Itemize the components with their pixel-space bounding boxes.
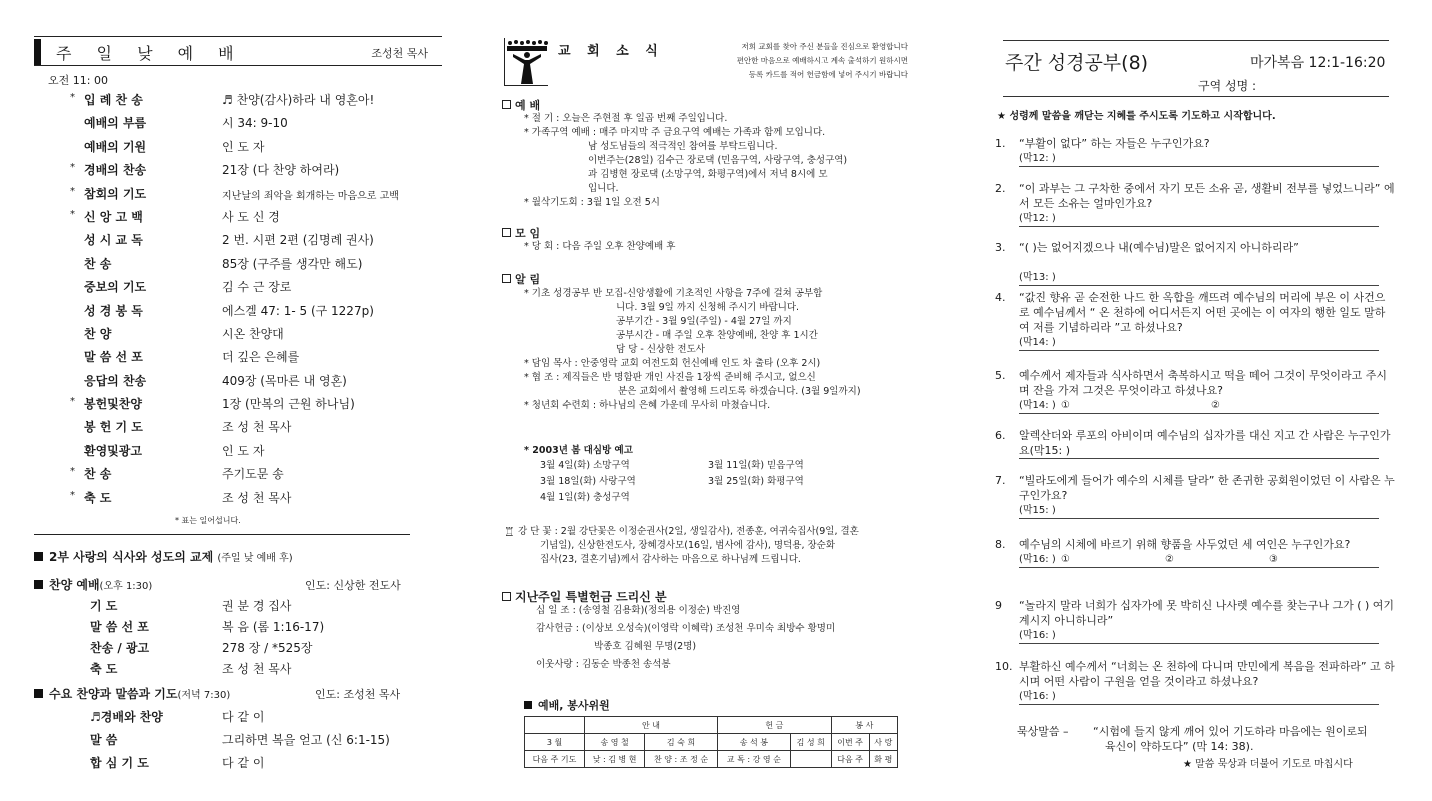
question-text: 예수께서 제자들과 식사하면서 축복하시고 떡을 떼어 그것이 무엇이라고 주시며 잔을 가져 그것은 무엇이라고 하셨나요?	[1019, 369, 1388, 397]
standing-mark: *	[70, 466, 75, 478]
table-cell: 교 독 : 강 영 순	[717, 751, 790, 768]
order-item-value: 21장 (다 찬양 하여라)	[222, 163, 340, 178]
order-item-value: 85장 (구주를 생각만 해도)	[222, 256, 363, 271]
order-item-name: ♬경배와 찬양	[90, 710, 163, 724]
answer-line	[1019, 398, 1379, 414]
news-panel	[468, 0, 928, 801]
order-item-value: 복 음 (롬 1:16-17)	[222, 620, 325, 634]
study-panel	[965, 0, 1432, 801]
order-item-value: 김 수 근 장로	[222, 280, 292, 295]
order-item-name: 찬 송	[84, 467, 112, 482]
worship-title: 주 일 낮 예 배	[56, 44, 244, 63]
answer-line	[1019, 458, 1379, 459]
wednesday-title: 수요 찬양과 말씀과 기도	[49, 687, 178, 701]
welcome-line: 저희 교회를 찾아 주신 분들을 진심으로 환영합니다	[741, 42, 908, 51]
question-number: 4.	[995, 291, 1006, 304]
order-item-name: 환영및광고	[84, 443, 142, 458]
closing-text: ★ 말씀 묵상과 더불어 기도로 마칩시다	[1183, 759, 1353, 770]
news-line: 남 성도님들의 적극적인 참여를 부탁드립니다.	[588, 141, 778, 152]
order-item-name: 합 심 기 도	[90, 756, 149, 770]
news-line: * 절 기 : 오늘은 주현절 후 일곱 번째 주일입니다.	[524, 113, 728, 124]
choir-logo-icon	[504, 38, 548, 86]
news-line: 니다. 3월 9일 까지 신청해 주시기 바랍니다.	[616, 302, 800, 313]
news-meeting-head	[502, 225, 540, 241]
answer-choice: ②	[1211, 400, 1220, 411]
visit-item: 3월 18일(화) 사랑구역	[540, 476, 636, 487]
answer-line	[1019, 211, 1379, 227]
table-cell: 낮 : 김 병 현	[585, 751, 645, 768]
news-line: * 월삭기도회 : 3월 1일 오전 5시	[524, 197, 660, 208]
table-cell: 김 숙 희	[645, 734, 718, 751]
table-cell: 헌 금	[717, 717, 831, 734]
question-text: “값진 향유 곧 순전한 나드 한 옥합을 깨뜨려 예수님의 머리에 부은 이 사건으로 예수님께서 “ 온 천하에 어디서든지 어떤 곳에는 이 여자의 행한 일도 말하여 저를 기념하리라 ”고 하셨나요?	[1019, 291, 1386, 334]
order-item-value: 조 성 천 목사	[222, 662, 292, 676]
question-text: “( )는 없어지겠으나 내(예수님)말은 없어지지 아니하리라”	[1019, 241, 1299, 254]
header-bar	[34, 39, 41, 65]
table-row	[525, 751, 898, 768]
square-bullet-icon	[524, 701, 532, 709]
order-item-value: 더 깊은 은혜를	[222, 350, 300, 365]
square-bullet-icon	[34, 580, 43, 589]
meditation-line: “시험에 들지 않게 깨어 있어 기도하라 마음에는 원이로되	[1093, 725, 1368, 738]
order-item-value: 다 같 이	[222, 756, 265, 770]
standing-mark: *	[70, 162, 75, 174]
answer-line	[1019, 503, 1379, 519]
order-item-name: 성 시 교 독	[84, 233, 143, 248]
worship-speaker: 조성천 목사	[371, 47, 428, 60]
question-number: 3.	[995, 241, 1006, 254]
order-item-value: 에스겔 47: 1- 5 (구 1227p)	[222, 303, 374, 318]
worship-panel	[0, 0, 460, 801]
divider	[1003, 96, 1389, 97]
question-text: 부활하신 예수께서 “너희는 온 천하에 다니며 만민에게 복음을 전파하라” 고 하시며 어떤 사람이 구원을 얻을 것이라고 하셨나요?	[1019, 660, 1395, 688]
praise-sub: (오후 1:30)	[99, 581, 153, 592]
order-item-name: 경배의 찬송	[84, 163, 147, 178]
table-cell	[525, 717, 585, 734]
order-item-value: 시온 찬양대	[222, 326, 284, 341]
question-number: 10.	[995, 660, 1013, 673]
answer-reference: (막14: )	[1019, 337, 1056, 348]
order-item-value: 사 도 신 경	[222, 209, 280, 224]
question-number: 7.	[995, 474, 1006, 487]
head-label: 지난주일 특별헌금 드리신 분	[515, 590, 667, 604]
wednesday-leader: 인도: 조성천 목사	[315, 688, 401, 701]
news-line: 이번주는(28일) 김수근 장로댁 (민음구역, 사랑구역, 충성구역)	[588, 155, 848, 166]
study-guide: ★ 성령께 말씀을 깨닫는 지혜를 주시도록 기도하고 시작합니다.	[997, 111, 1276, 122]
question-number: 8.	[995, 538, 1006, 551]
news-line: * 청년회 수련회 : 하나님의 은혜 가운데 무사히 마쳤습니다.	[524, 400, 771, 411]
order-item-value: 지난날의 죄악을 회개하는 마음으로 고백	[222, 190, 399, 202]
standing-note: * 표는 일어섭니다.	[175, 516, 241, 525]
order-item-name: 응답의 찬송	[84, 373, 147, 388]
order-row	[70, 89, 450, 112]
answer-line	[1019, 552, 1379, 568]
wednesday-sub: (저녁 7:30)	[177, 690, 231, 701]
order-item-name: 성 경 봉 독	[84, 303, 143, 318]
checkbox-icon	[502, 274, 511, 283]
fellowship-section-title	[34, 548, 293, 565]
order-row	[70, 393, 450, 416]
table-cell: 3 월	[525, 734, 585, 751]
question-number: 1.	[995, 137, 1006, 150]
news-line: 공부시간 - 매 주일 오후 찬양예배, 찬양 후 1시간	[616, 330, 818, 341]
visit-item: 3월 4일(화) 소망구역	[540, 460, 630, 471]
order-item-name: 찬 송	[84, 256, 112, 271]
order-row	[70, 300, 450, 323]
news-line: 이웃사랑 : 김동순 박종천 송석봉	[536, 659, 671, 670]
visit-title: * 2003년 봄 대심방 예고	[524, 445, 633, 456]
praise-title: 찬양 예배	[49, 578, 100, 592]
question-text: “놀라지 말라 너희가 십자가에 못 박히신 나사렛 예수를 찾는구나 그가 ( ) 여기 계시지 아니하니라”	[1019, 599, 1395, 627]
question-text: 알렉산더와 루포의 아비이며 예수님의 십자가를 대신 지고 간 사람은 누구인가요(막15: )	[1019, 429, 1391, 457]
table-cell: 김 성 희	[790, 734, 831, 751]
answer-reference: (막12: )	[1019, 213, 1056, 224]
answer-reference: (막16: )	[1019, 691, 1056, 702]
news-line: 과 김병현 장로댁 (소망구역, 화평구역)에서 저녁 8시에 모	[588, 169, 828, 180]
fellowship-title: 2부 사랑의 식사와 성도의 교제	[49, 550, 214, 564]
study-area-label: 구역 성명 :	[1198, 79, 1257, 93]
order-row	[70, 159, 450, 182]
worship-time: 오전 11: 00	[48, 74, 108, 87]
worship-header	[34, 36, 442, 66]
answer-reference: (막12: )	[1019, 153, 1056, 164]
answer-choice: ③	[1269, 554, 1278, 565]
order-row	[70, 323, 450, 346]
order-item-name: 축 도	[84, 490, 112, 505]
answer-choice: ②	[1165, 554, 1174, 565]
standing-mark: *	[70, 185, 75, 197]
order-item-name: 입 례 찬 송	[84, 93, 143, 107]
checkbox-icon	[502, 228, 511, 237]
order-row	[70, 276, 450, 299]
order-row	[70, 463, 450, 486]
order-item-name: 말 씀 선 포	[90, 620, 149, 634]
head-label: 예 배	[515, 99, 541, 112]
welcome-message	[678, 40, 908, 82]
news-line: 기념일), 신상한전도사, 장혜경사모(16일, 범사에 감사), 명덕용, 장순화	[540, 540, 836, 551]
news-line: 감사헌금 : (이상보 오성숙)(이영락 이혜락) 조성천 우미숙 최방수 황명미	[536, 623, 836, 634]
question-text: “이 과부는 그 구차한 중에서 자기 모든 소유 곧, 생활비 전부를 넣었느니라” 에서 모든 소유는 얼마인가요?	[1019, 182, 1395, 210]
worship-order	[70, 89, 450, 510]
news-line: * 가족구역 예배 : 매주 마지막 주 금요구역 예배는 가족과 함께 모입니다.	[524, 127, 826, 138]
news-line: 분은 교회에서 촬영해 드리도록 하겠습니다. (3월 9일까지)	[618, 386, 861, 397]
answer-reference: (막16: )	[1019, 630, 1056, 641]
order-item-value: ♬ 찬양(감사)하라 내 영혼아!	[222, 93, 375, 107]
divider	[34, 534, 410, 535]
study-title: 주간 성경공부(8)	[1005, 52, 1149, 74]
table-cell: 다음 주 기도	[525, 751, 585, 768]
square-bullet-icon	[34, 689, 43, 698]
order-item-value: 278 장 / *525장	[222, 641, 313, 655]
welcome-line: 편안한 마음으로 예배하시고 계속 출석하기 원하시면	[736, 56, 908, 65]
answer-choice: ①	[1061, 554, 1070, 565]
order-row	[70, 346, 450, 369]
order-item-value: 1장 (만복의 근원 하나님)	[222, 397, 355, 412]
news-line: * 협 조 : 제직들은 반 명함판 개인 사진을 1장씩 준비해 주시고, 없으신	[524, 372, 816, 383]
news-line: 집사(23, 결혼기념)께서 감사하는 마음으로 하나님께 드립니다.	[540, 554, 801, 565]
order-item-value: 인 도 자	[222, 139, 265, 154]
order-row	[70, 136, 450, 159]
question-number: 2.	[995, 182, 1006, 195]
order-item-name: 예배의 부름	[84, 116, 147, 131]
table-row	[525, 717, 898, 734]
praise-leader: 인도: 신상한 전도사	[305, 579, 401, 592]
meditation-line: 육신이 약하도다” (막 14: 38).	[1105, 740, 1254, 753]
standing-mark: *	[70, 396, 75, 408]
table-row	[525, 734, 898, 751]
answer-line	[1019, 335, 1379, 351]
order-row	[70, 370, 450, 393]
news-notice-head	[502, 271, 540, 287]
order-item-name: 말 씀 선 포	[84, 350, 143, 365]
visit-item: 3월 25일(화) 화평구역	[708, 476, 804, 487]
order-item-name: 찬 양	[84, 326, 112, 341]
news-line: 박종호 김혜원 무명(2명)	[594, 641, 697, 652]
order-item-value: 주기도문 송	[222, 467, 284, 482]
visit-item: 3월 11일(화) 믿음구역	[708, 460, 804, 471]
head-label: 알 림	[515, 273, 541, 286]
order-item-name: 기 도	[90, 599, 118, 613]
fellowship-sub: (주일 낮 예배 후)	[217, 553, 293, 564]
standing-mark: *	[70, 489, 75, 501]
table-cell: 다음 주	[831, 751, 869, 768]
volunteer-title	[524, 697, 610, 713]
answer-line	[1019, 270, 1379, 286]
order-row	[70, 183, 450, 206]
order-item-value: 2 번. 시편 2편 (김명례 권사)	[222, 233, 374, 248]
order-item-value: 그리하면 복을 얻고 (신 6:1-15)	[222, 733, 390, 747]
order-item-value: 인 도 자	[222, 443, 265, 458]
news-line: 강 단 꽃 : 2월 강단꽃은 이정순권사(2일, 생일감사), 전종훈, 여귀숙집사(9일, 결혼	[518, 526, 859, 537]
answer-reference: (막16: )	[1019, 554, 1056, 565]
table-cell: 찬 양 : 조 정 순	[645, 751, 718, 768]
wednesday-section-title	[34, 685, 230, 702]
table-cell	[790, 751, 831, 768]
head-label: 모 임	[515, 227, 541, 240]
news-line: 담 당 - 신상한 전도사	[616, 344, 705, 355]
news-line: 십 일 조 : (송영철 김용화)(정의용 이정순) 박진영	[536, 605, 741, 616]
answer-line	[1019, 151, 1379, 167]
table-cell: 사 랑	[869, 734, 897, 751]
order-item-value: 시 34: 9-10	[222, 116, 288, 131]
question-number: 5.	[995, 369, 1006, 382]
table-cell: 송 영 철	[585, 734, 645, 751]
meditation-label: 묵상말씀 –	[1017, 725, 1069, 738]
answer-reference: (막14: )	[1019, 400, 1056, 411]
answer-reference: (막13: )	[1019, 272, 1056, 283]
news-line: * 담임 목사 : 안중영락 교회 여전도회 헌신예배 인도 차 출타 (오후 2시)	[524, 358, 821, 369]
answer-choice: ①	[1061, 400, 1070, 411]
news-worship-head	[502, 97, 540, 113]
order-item-name: 봉 헌 기 도	[84, 420, 143, 435]
study-reference: 마가복음 12:1-16:20	[1250, 55, 1386, 71]
order-item-name: 예배의 기원	[84, 139, 147, 154]
standing-mark: *	[70, 208, 75, 220]
checkbox-icon	[502, 592, 511, 601]
order-item-name: 참회의 기도	[84, 186, 147, 201]
order-item-value: 다 같 이	[222, 710, 265, 724]
question-text: “부활이 없다” 하는 자들은 누구인가요?	[1019, 137, 1210, 150]
table-cell: 이번 주	[831, 734, 869, 751]
table-cell: 화 평	[869, 751, 897, 768]
question-text: 예수님의 시체에 바르기 위해 향품을 사두었던 세 여인은 누구인가요?	[1019, 538, 1351, 551]
answer-line	[1019, 689, 1379, 705]
order-row	[70, 440, 450, 463]
question-number: 6.	[995, 429, 1006, 442]
divider	[1003, 40, 1389, 41]
order-row	[70, 229, 450, 252]
order-item-name: 신 앙 고 백	[84, 209, 143, 224]
visit-item: 4월 1일(화) 충성구역	[540, 492, 630, 503]
news-line: * 기초 성경공부 반 모집-신앙생활에 기초적인 사항을 7주에 걸쳐 공부합	[524, 288, 823, 299]
news-line: 공부기간 - 3월 9일(주일) - 4월 27일 까지	[616, 316, 792, 327]
table-cell: 봉 사	[831, 717, 897, 734]
order-row	[70, 487, 450, 510]
volunteer-title-text: 예배, 봉사위원	[538, 699, 610, 712]
offering-head	[502, 588, 667, 605]
volunteer-table	[524, 716, 898, 768]
table-cell: 송 석 봉	[717, 734, 790, 751]
standing-mark: *	[70, 92, 75, 103]
pulpit-flower-icon: ♖	[504, 525, 515, 539]
news-line: 입니다.	[588, 183, 619, 194]
order-row	[70, 416, 450, 439]
question-number: 9	[995, 599, 1002, 612]
welcome-line: 등록 카드를 적어 헌금함에 넣어 주시기 바랍니다	[748, 70, 908, 79]
order-row	[70, 253, 450, 276]
praise-section-title	[34, 576, 152, 593]
order-item-value: 조 성 천 목사	[222, 420, 292, 435]
checkbox-icon	[502, 100, 511, 109]
order-item-name: 봉헌및찬양	[84, 397, 142, 412]
answer-reference: (막15: )	[1019, 505, 1056, 516]
order-row	[70, 206, 450, 229]
table-cell: 안 내	[585, 717, 718, 734]
answer-line	[1019, 628, 1379, 644]
question-text: “빌라도에게 들어가 예수의 시체를 달라” 한 존귀한 공회원이었던 이 사람은 누구인가요?	[1019, 474, 1395, 502]
order-item-name: 찬송 / 광고	[90, 641, 150, 655]
order-item-value: 409장 (목마른 내 영혼)	[222, 373, 347, 388]
square-bullet-icon	[34, 552, 43, 561]
order-item-name: 말 씀	[90, 733, 118, 747]
order-item-value: 권 분 경 집사	[222, 599, 292, 613]
order-item-name: 축 도	[90, 662, 118, 676]
order-item-value: 조 성 천 목사	[222, 490, 292, 505]
news-title: 교 회 소 식	[558, 44, 664, 59]
news-line: * 당 회 : 다음 주일 오후 찬양예배 후	[524, 241, 676, 252]
order-item-name: 중보의 기도	[84, 280, 147, 295]
order-row	[70, 112, 450, 135]
